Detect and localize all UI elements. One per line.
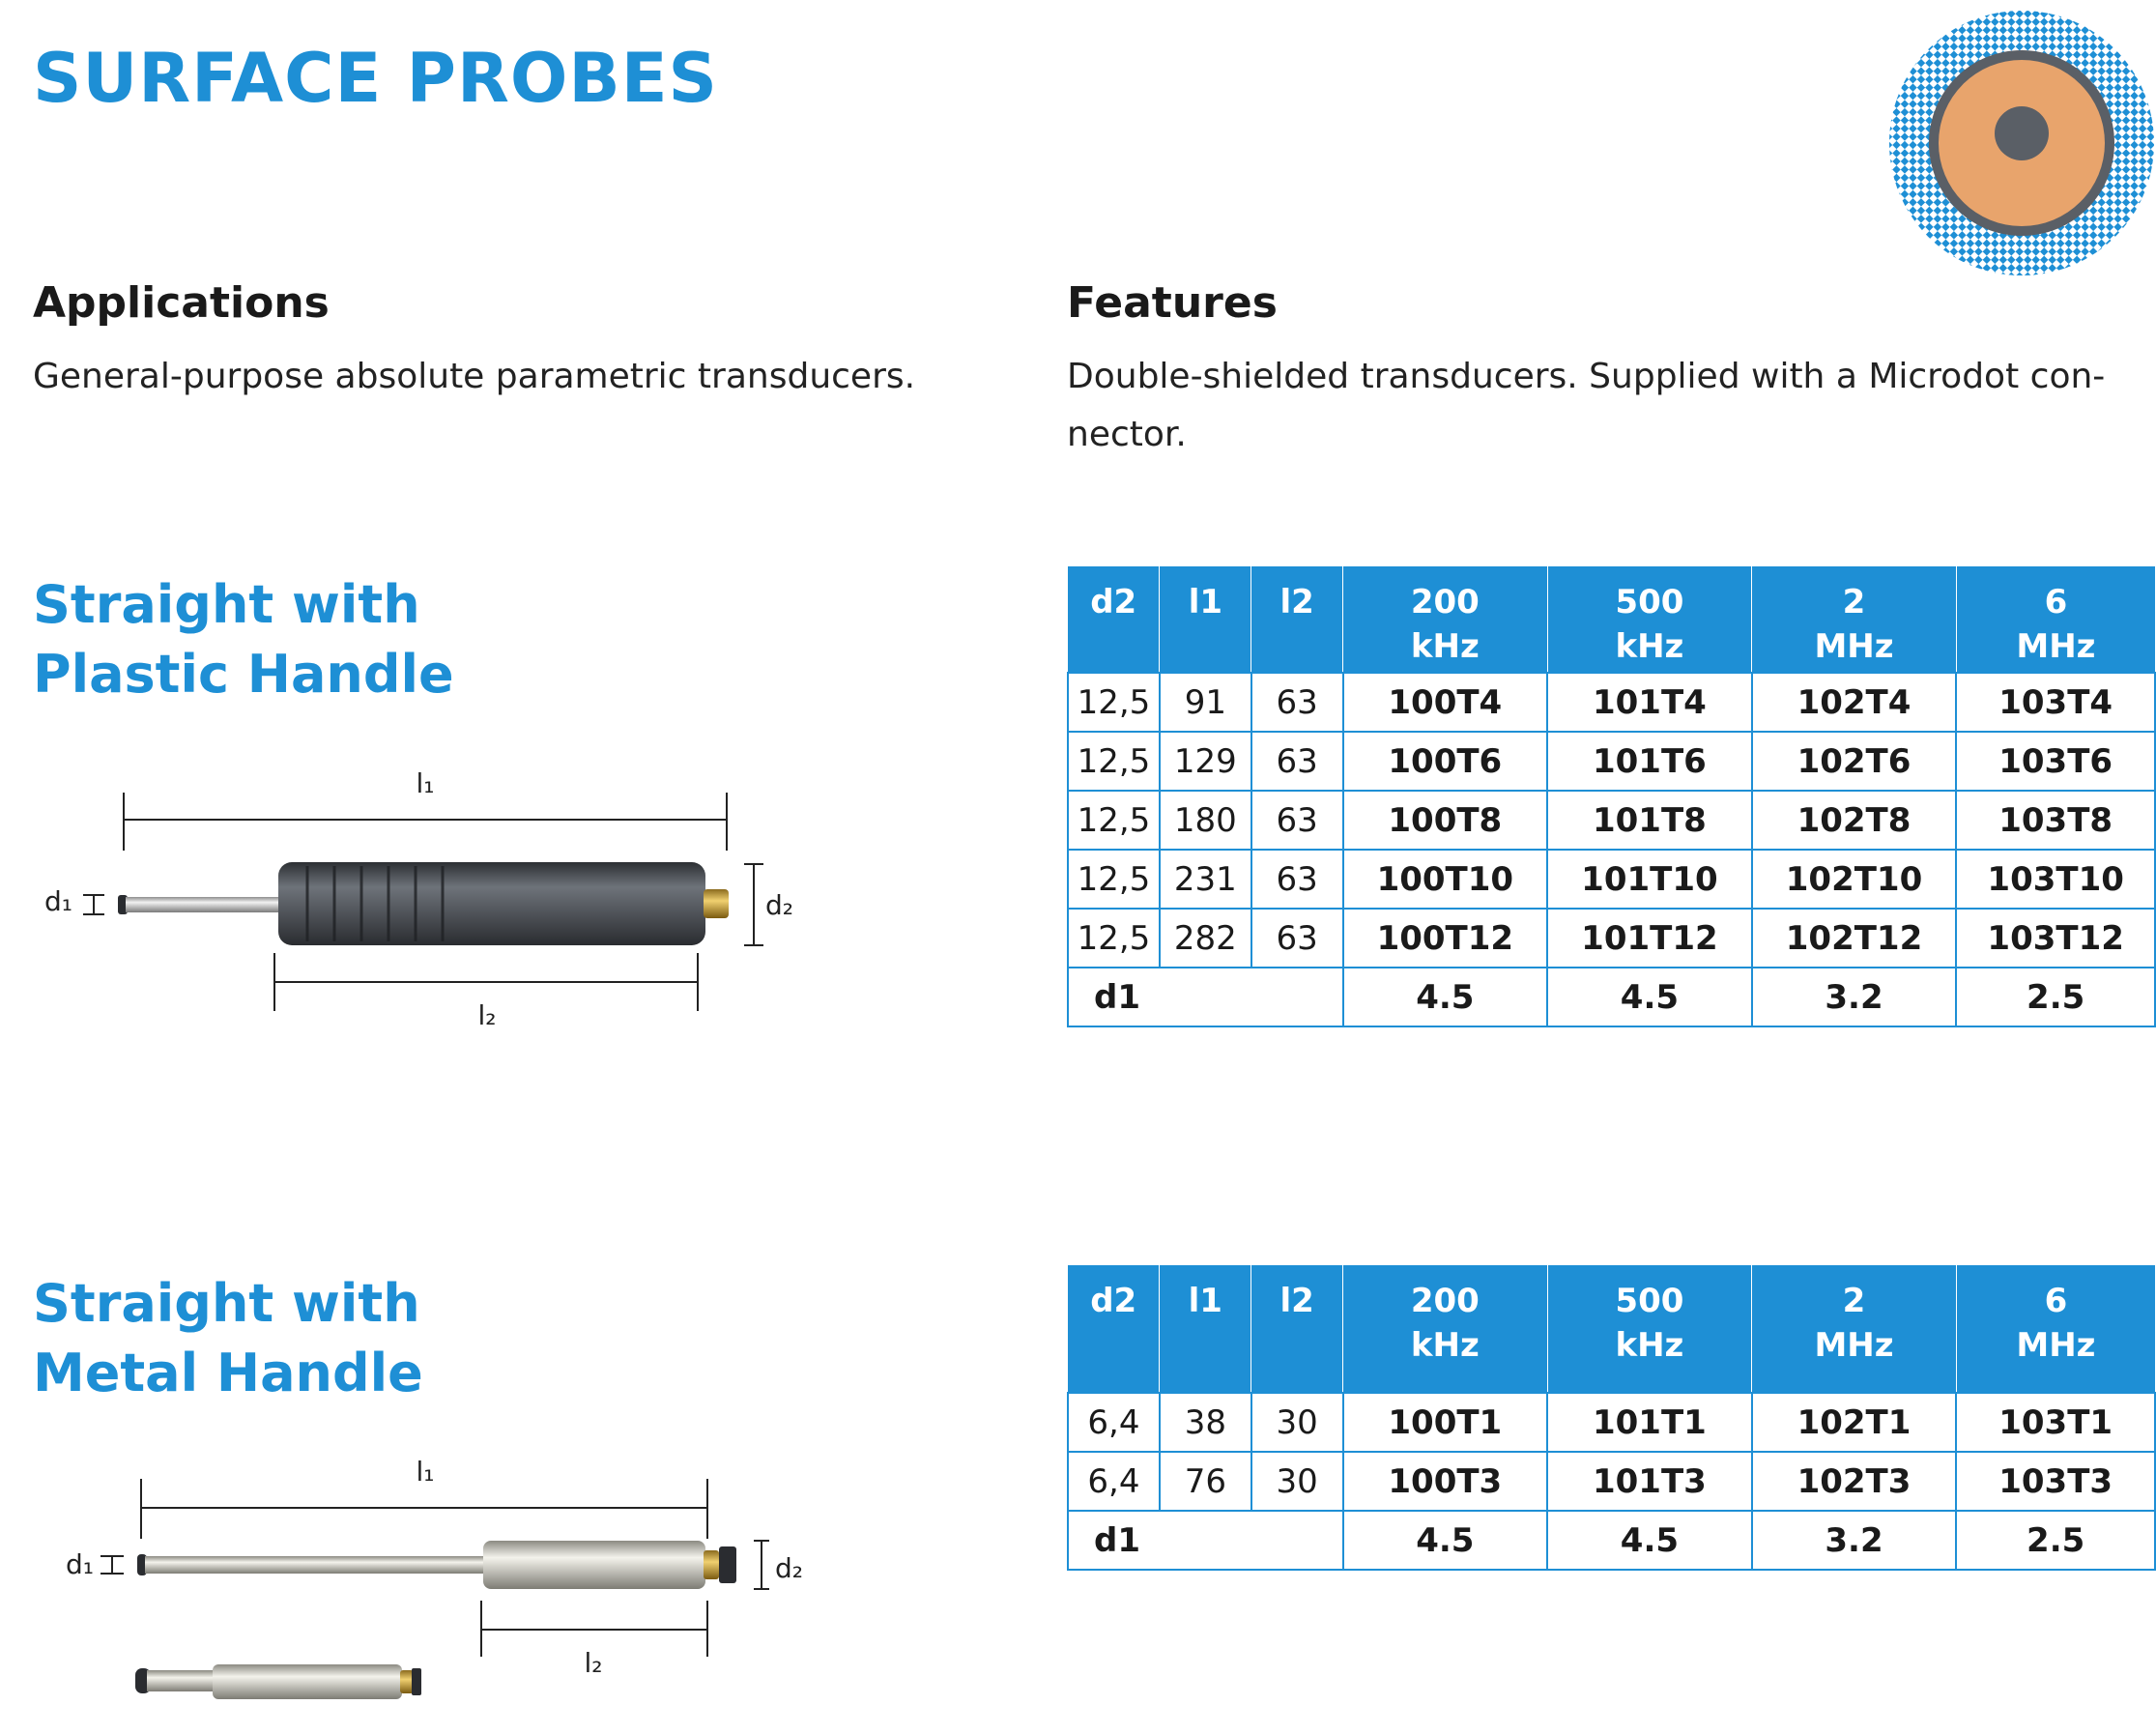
- cell-code: 103T8: [1956, 791, 2155, 850]
- cell-code: 102T10: [1752, 850, 1957, 909]
- cell-code: 101T12: [1547, 909, 1752, 968]
- metal-probe-drawing: [0, 1450, 870, 1730]
- cell-code: 100T10: [1343, 850, 1548, 909]
- d1-value: 4.5: [1343, 1511, 1548, 1570]
- cell-code: 102T4: [1752, 673, 1957, 732]
- cell-code: 103T4: [1956, 673, 2155, 732]
- cell-code: 101T4: [1547, 673, 1752, 732]
- cell-code: 102T8: [1752, 791, 1957, 850]
- metal-handle-title: [33, 1269, 423, 1408]
- cell-d2: 12,5: [1068, 850, 1160, 909]
- metal-handle-title-line2: Metal Handle: [33, 1343, 423, 1403]
- cell-code: 100T3: [1343, 1452, 1548, 1511]
- cell-l1: 91: [1160, 673, 1251, 732]
- blank-cell: [1251, 968, 1343, 1026]
- cell-d2: 12,5: [1068, 673, 1160, 732]
- cell-l2: 63: [1251, 850, 1343, 909]
- col-header-6mhz: 6 MHz: [1956, 1265, 2155, 1393]
- metal-dim-d2: d₂: [775, 1552, 803, 1584]
- d1-value: 3.2: [1752, 1511, 1957, 1570]
- plastic-handle-title: [33, 570, 454, 709]
- cell-l1: 231: [1160, 850, 1251, 909]
- plastic-dim-d1: d₁: [44, 885, 72, 917]
- plastic-probe-drawing: [0, 764, 870, 1044]
- d1-value: 4.5: [1343, 968, 1548, 1026]
- logo-icon: [1888, 10, 2155, 276]
- plastic-dim-d2: d₂: [765, 889, 793, 921]
- col-header-2mhz: 2 MHz: [1752, 566, 1957, 673]
- table-row: [1068, 732, 2155, 791]
- d1-row: [1068, 968, 2155, 1026]
- metal-dim-d1: d₁: [66, 1548, 94, 1580]
- col-header-d2: d2: [1068, 566, 1160, 673]
- cell-l2: 63: [1251, 791, 1343, 850]
- plastic-handle-title-line1: Straight with: [33, 574, 420, 635]
- cell-l2: 63: [1251, 673, 1343, 732]
- table-header-row: [1068, 1265, 2155, 1393]
- col-header-200khz: 200 kHz: [1343, 1265, 1548, 1393]
- cell-code: 100T1: [1343, 1393, 1548, 1452]
- cell-code: 101T8: [1547, 791, 1752, 850]
- cell-code: 103T10: [1956, 850, 2155, 909]
- cell-l2: 30: [1251, 1393, 1343, 1452]
- col-header-200khz: 200 kHz: [1343, 566, 1548, 673]
- blank-cell: [1251, 1511, 1343, 1570]
- col-header-l2: l2: [1251, 1265, 1343, 1393]
- metal-handle-title-line1: Straight with: [33, 1273, 420, 1334]
- cell-d2: 12,5: [1068, 909, 1160, 968]
- plastic-dim-l2: l₂: [477, 999, 497, 1031]
- cell-l2: 63: [1251, 909, 1343, 968]
- cell-code: 100T12: [1343, 909, 1548, 968]
- table-row: [1068, 673, 2155, 732]
- cell-code: 103T3: [1956, 1452, 2155, 1511]
- plastic-handle-title-line2: Plastic Handle: [33, 644, 454, 705]
- col-header-6mhz: 6 MHz: [1956, 566, 2155, 673]
- cell-code: 100T8: [1343, 791, 1548, 850]
- cell-code: 100T6: [1343, 732, 1548, 791]
- col-header-d2: d2: [1068, 1265, 1160, 1393]
- cell-code: 102T6: [1752, 732, 1957, 791]
- table-row: [1068, 1452, 2155, 1511]
- col-header-500khz: 500 kHz: [1547, 566, 1752, 673]
- cell-code: 102T1: [1752, 1393, 1957, 1452]
- blank-cell: [1160, 1511, 1251, 1570]
- plastic-dim-l1: l₁: [416, 767, 435, 799]
- col-header-l1: l1: [1160, 1265, 1251, 1393]
- table-row: [1068, 791, 2155, 850]
- features-heading: Features: [1067, 278, 1278, 328]
- d1-value: 2.5: [1956, 968, 2155, 1026]
- cell-code: 103T6: [1956, 732, 2155, 791]
- table-row: [1068, 1393, 2155, 1452]
- cell-code: 103T1: [1956, 1393, 2155, 1452]
- applications-text: General-purpose absolute parametric transducers.: [33, 357, 916, 396]
- cell-l2: 30: [1251, 1452, 1343, 1511]
- cell-code: 102T12: [1752, 909, 1957, 968]
- metal-dim-l1: l₁: [416, 1456, 435, 1488]
- cell-code: 101T3: [1547, 1452, 1752, 1511]
- cell-code: 102T3: [1752, 1452, 1957, 1511]
- cell-l1: 76: [1160, 1452, 1251, 1511]
- cell-l1: 129: [1160, 732, 1251, 791]
- col-header-l2: l2: [1251, 566, 1343, 673]
- table-header-row: [1068, 566, 2155, 673]
- table-row: [1068, 850, 2155, 909]
- table-row: [1068, 909, 2155, 968]
- cell-code: 101T1: [1547, 1393, 1752, 1452]
- d1-label: d1: [1068, 968, 1160, 1026]
- cell-d2: 6,4: [1068, 1393, 1160, 1452]
- d1-value: 4.5: [1547, 1511, 1752, 1570]
- plastic-handle-table: [1067, 566, 2156, 1027]
- cell-code: 101T10: [1547, 850, 1752, 909]
- metal-dim-l2: l₂: [584, 1647, 603, 1679]
- cell-d2: 6,4: [1068, 1452, 1160, 1511]
- applications-heading: Applications: [33, 278, 330, 328]
- d1-row: [1068, 1511, 2155, 1570]
- cell-d2: 12,5: [1068, 791, 1160, 850]
- page-title: SURFACE PROBES: [33, 39, 718, 118]
- d1-value: 3.2: [1752, 968, 1957, 1026]
- d1-label: d1: [1068, 1511, 1160, 1570]
- col-header-500khz: 500 kHz: [1547, 1265, 1752, 1393]
- cell-l1: 180: [1160, 791, 1251, 850]
- cell-code: 103T12: [1956, 909, 2155, 968]
- cell-l1: 38: [1160, 1393, 1251, 1452]
- cell-l2: 63: [1251, 732, 1343, 791]
- col-header-l1: l1: [1160, 566, 1251, 673]
- d1-value: 2.5: [1956, 1511, 2155, 1570]
- cell-d2: 12,5: [1068, 732, 1160, 791]
- features-text: Double-shielded transducers. Supplied with a Microdot con-nector.: [1067, 357, 2106, 454]
- cell-l1: 282: [1160, 909, 1251, 968]
- metal-handle-table: [1067, 1265, 2156, 1571]
- cell-code: 101T6: [1547, 732, 1752, 791]
- col-header-2mhz: 2 MHz: [1752, 1265, 1957, 1393]
- d1-value: 4.5: [1547, 968, 1752, 1026]
- blank-cell: [1160, 968, 1251, 1026]
- cell-code: 100T4: [1343, 673, 1548, 732]
